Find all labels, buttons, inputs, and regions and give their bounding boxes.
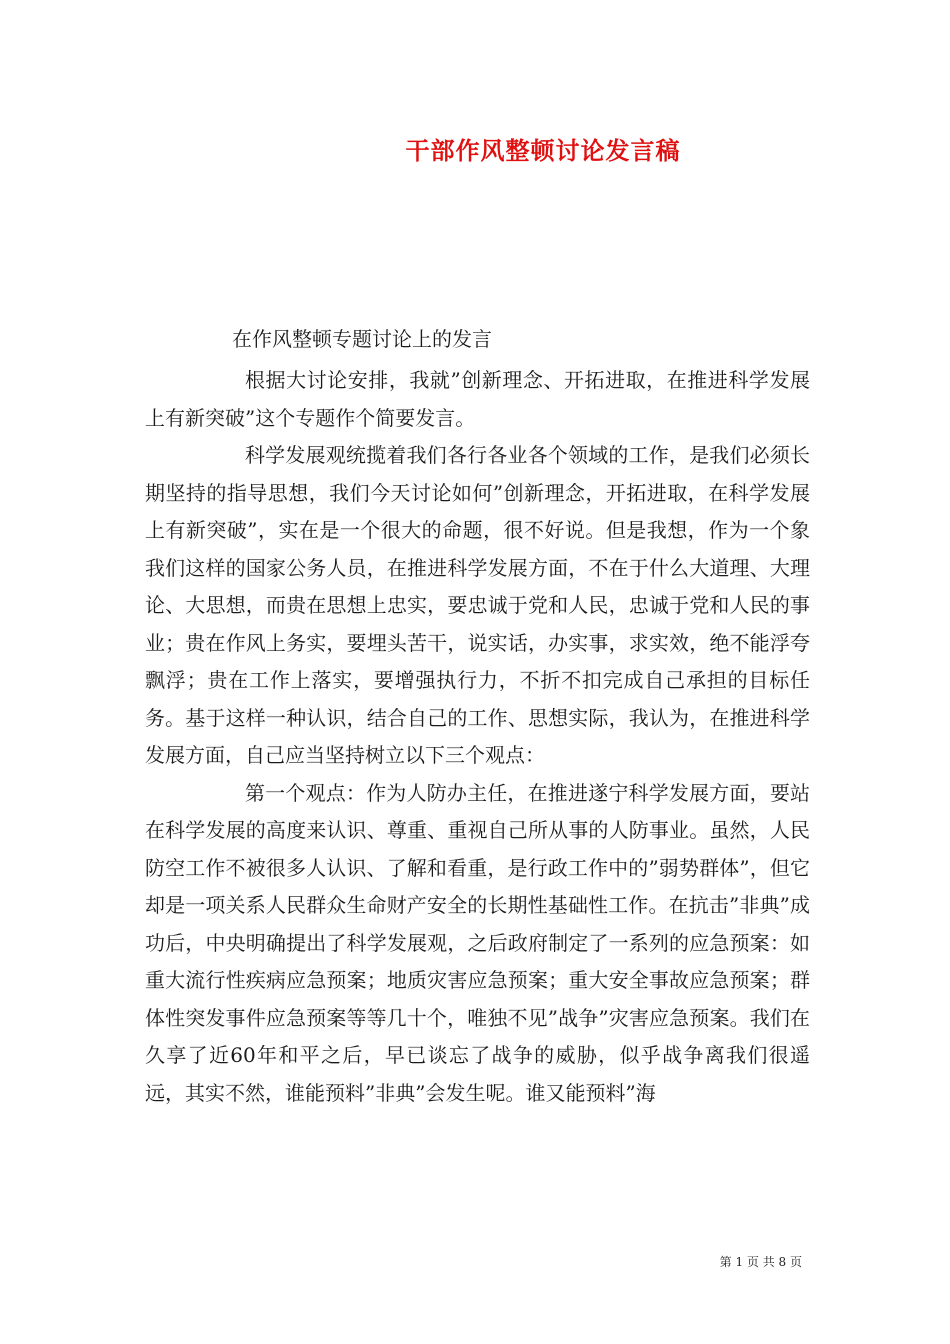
document-body xyxy=(145,362,810,1112)
page-number: 第 1 页 共 8 页 xyxy=(719,1255,802,1269)
paragraph: 根据大讨论安排，我就”创新理念、开拓进取，在推进科学发展上有新突破”这个专题作个简要发言。 xyxy=(145,368,810,430)
paragraph: 科学发展观统揽着我们各行各业各个领域的工作，是我们必须长期坚持的指导思想，我们今天讨论如何”创新理念，开拓进取，在科学发展上有新突破”，实在是一个很大的命题，很不好说。但是我想，作为一个象我们这样的国家公务人员，在推进科学发展方面，不在于什么大道理、大理论、大思想，而贵在思想上忠实，要忠诚于党和人民，忠诚于党和人民的事业；贵在作风上务实，要埋头苦干，说实话，办实事，求实效，绝不能浮夸飘浮；贵在工作上落实，要增强执行力，不折不扣完成自己承担的目标任务。基于这样一种认识，结合自己的工作、思想实际，我认为，在推进科学发展方面，自己应当坚持树立以下三个观点： xyxy=(145,443,810,767)
document-title: 干部作风整顿讨论发言稿 xyxy=(405,136,681,165)
paragraph: 第一个观点：作为人防办主任，在推进遂宁科学发展方面，要站在科学发展的高度来认识、尊重、重视自己所从事的人防事业。虽然，人民防空工作不被很多人认识、了解和看重，是行政工作中的”弱势群体”，但它却是一项关系人民群众生命财产安全的长期性基础性工作。在抗击”非典”成功后，中央明确提出了科学发展观，之后政府制定了一系列的应急预案：如重大流行性疾病应急预案；地质灾害应急预案；重大安全事故应急预案；群体性突发事件应急预案等等几十个，唯独不见”战争”灾害应急预案。我们在久享了近60年和平之后，早已谈忘了战争的威胁，似乎战争离我们很遥远，其实不然，谁能预料”非典”会发生呢。谁又能预料”海 xyxy=(145,780,810,1105)
document-subtitle: 在作风整顿专题讨论上的发言 xyxy=(232,327,492,351)
